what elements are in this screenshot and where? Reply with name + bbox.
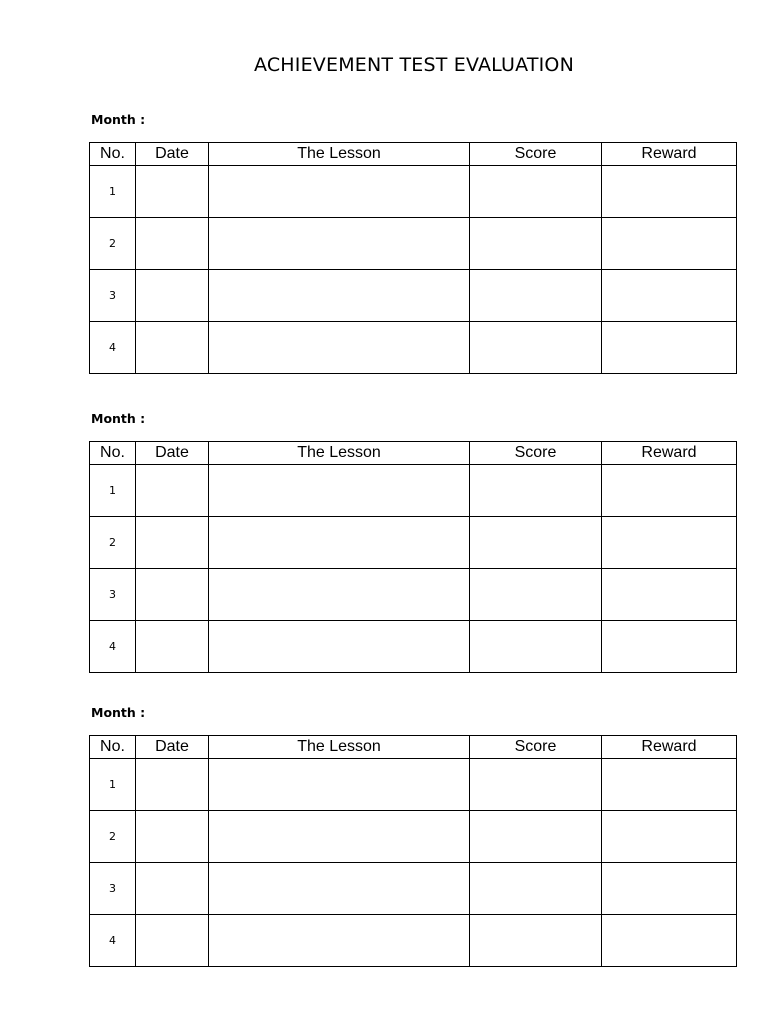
row-number: 4 — [90, 621, 136, 673]
header-date: Date — [136, 143, 209, 166]
reward-cell[interactable] — [602, 759, 737, 811]
header-lesson: The Lesson — [209, 442, 470, 465]
row-number: 1 — [90, 759, 136, 811]
header-reward: Reward — [602, 736, 737, 759]
row-number: 2 — [90, 811, 136, 863]
date-cell[interactable] — [136, 517, 209, 569]
lesson-cell[interactable] — [209, 621, 470, 673]
month-label: Month : — [91, 705, 146, 720]
evaluation-table — [89, 735, 737, 967]
table-row — [90, 759, 737, 811]
row-number: 2 — [90, 517, 136, 569]
reward-cell[interactable] — [602, 218, 737, 270]
lesson-cell[interactable] — [209, 166, 470, 218]
lesson-cell[interactable] — [209, 465, 470, 517]
lesson-cell[interactable] — [209, 811, 470, 863]
reward-cell[interactable] — [602, 166, 737, 218]
row-number: 3 — [90, 569, 136, 621]
table-row — [90, 517, 737, 569]
header-lesson: The Lesson — [209, 143, 470, 166]
score-cell[interactable] — [470, 621, 602, 673]
row-number: 3 — [90, 863, 136, 915]
table-header-row — [90, 736, 737, 759]
page-title: ACHIEVEMENT TEST EVALUATION — [253, 54, 575, 76]
date-cell[interactable] — [136, 569, 209, 621]
score-cell[interactable] — [470, 759, 602, 811]
score-cell[interactable] — [470, 218, 602, 270]
reward-cell[interactable] — [602, 465, 737, 517]
row-number: 4 — [90, 915, 136, 967]
score-cell[interactable] — [470, 465, 602, 517]
lesson-cell[interactable] — [209, 517, 470, 569]
score-cell[interactable] — [470, 863, 602, 915]
lesson-cell[interactable] — [209, 759, 470, 811]
reward-cell[interactable] — [602, 270, 737, 322]
header-lesson: The Lesson — [209, 736, 470, 759]
score-cell[interactable] — [470, 166, 602, 218]
table-header-row — [90, 442, 737, 465]
header-score: Score — [470, 736, 602, 759]
lesson-cell[interactable] — [209, 322, 470, 374]
reward-cell[interactable] — [602, 811, 737, 863]
reward-cell[interactable] — [602, 621, 737, 673]
date-cell[interactable] — [136, 915, 209, 967]
header-reward: Reward — [602, 143, 737, 166]
lesson-cell[interactable] — [209, 915, 470, 967]
score-cell[interactable] — [470, 569, 602, 621]
date-cell[interactable] — [136, 166, 209, 218]
table-row — [90, 915, 737, 967]
table-row — [90, 811, 737, 863]
reward-cell[interactable] — [602, 863, 737, 915]
date-cell[interactable] — [136, 621, 209, 673]
date-cell[interactable] — [136, 811, 209, 863]
date-cell[interactable] — [136, 218, 209, 270]
lesson-cell[interactable] — [209, 218, 470, 270]
table-row — [90, 465, 737, 517]
lesson-cell[interactable] — [209, 270, 470, 322]
header-date: Date — [136, 442, 209, 465]
reward-cell[interactable] — [602, 517, 737, 569]
score-cell[interactable] — [470, 322, 602, 374]
date-cell[interactable] — [136, 465, 209, 517]
date-cell[interactable] — [136, 322, 209, 374]
score-cell[interactable] — [470, 517, 602, 569]
score-cell[interactable] — [470, 270, 602, 322]
table-row — [90, 621, 737, 673]
table-row — [90, 166, 737, 218]
month-label: Month : — [91, 411, 146, 426]
table-row — [90, 218, 737, 270]
row-number: 4 — [90, 322, 136, 374]
month-label: Month : — [91, 112, 146, 127]
table-row — [90, 863, 737, 915]
header-reward: Reward — [602, 442, 737, 465]
score-cell[interactable] — [470, 915, 602, 967]
header-no: No. — [90, 442, 136, 465]
lesson-cell[interactable] — [209, 863, 470, 915]
row-number: 1 — [90, 465, 136, 517]
reward-cell[interactable] — [602, 569, 737, 621]
table-row — [90, 569, 737, 621]
row-number: 3 — [90, 270, 136, 322]
header-date: Date — [136, 736, 209, 759]
header-score: Score — [470, 143, 602, 166]
row-number: 1 — [90, 166, 136, 218]
row-number: 2 — [90, 218, 136, 270]
header-no: No. — [90, 736, 136, 759]
table-row — [90, 322, 737, 374]
score-cell[interactable] — [470, 811, 602, 863]
lesson-cell[interactable] — [209, 569, 470, 621]
reward-cell[interactable] — [602, 322, 737, 374]
evaluation-table — [89, 142, 737, 374]
date-cell[interactable] — [136, 270, 209, 322]
reward-cell[interactable] — [602, 915, 737, 967]
header-no: No. — [90, 143, 136, 166]
table-row — [90, 270, 737, 322]
header-score: Score — [470, 442, 602, 465]
date-cell[interactable] — [136, 759, 209, 811]
evaluation-table — [89, 441, 737, 673]
table-header-row — [90, 143, 737, 166]
date-cell[interactable] — [136, 863, 209, 915]
